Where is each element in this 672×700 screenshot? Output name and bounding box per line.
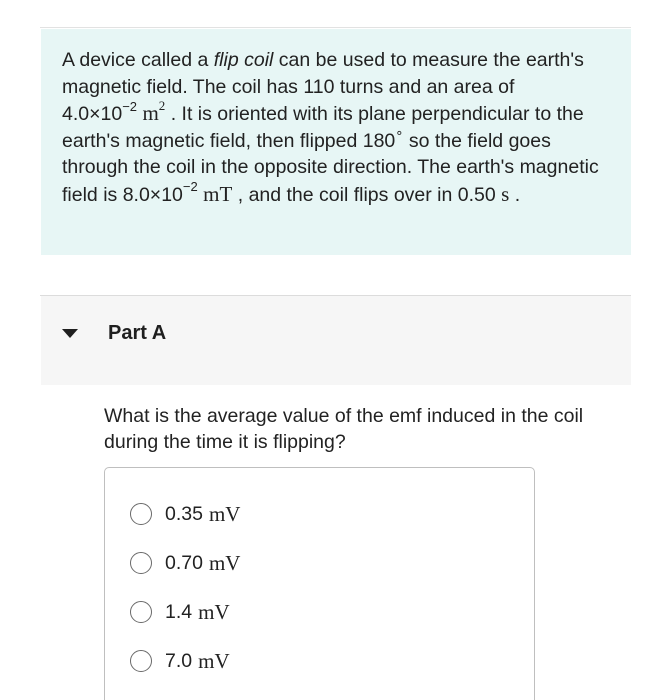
problem-text-part: A device called a bbox=[62, 49, 214, 71]
problem-text-part: can be used to measure the earth's magnetic field. The coil has 110 turns and an area of bbox=[62, 49, 584, 98]
area-unit bbox=[142, 98, 166, 125]
time-unit: s bbox=[501, 181, 510, 206]
answer-choices bbox=[104, 467, 535, 700]
problem-text-part: so the field goes through the coil in the opposite direction. The earth's magnetic field is bbox=[62, 129, 599, 206]
collapse-caret-icon[interactable] bbox=[62, 329, 78, 338]
part-a-header[interactable] bbox=[41, 296, 631, 385]
radio-button[interactable] bbox=[130, 503, 152, 525]
choice-unit: mV bbox=[208, 550, 241, 575]
choice-unit: mV bbox=[198, 648, 230, 673]
choice-value: 1.4 bbox=[165, 600, 193, 623]
flip-coil-term: flip coil bbox=[213, 49, 274, 71]
area-unit-symbol: m bbox=[142, 101, 159, 125]
top-divider bbox=[40, 27, 631, 28]
problem-text-part: , and the coil flips over in bbox=[232, 183, 458, 206]
problem-statement bbox=[41, 29, 631, 255]
area-unit-exponent: 2 bbox=[158, 98, 166, 113]
part-title: Part A bbox=[108, 322, 167, 344]
problem-text-part: . It is oriented with its plane perpendicular to the earth's magnetic field, then flipped 180 bbox=[62, 103, 584, 152]
degree-symbol: ∘ bbox=[395, 125, 404, 140]
radio-button[interactable] bbox=[130, 601, 152, 623]
question-text: What is the average value of the emf induced in the coil during the time it is flipping? bbox=[104, 405, 584, 453]
choice-unit: mV bbox=[208, 501, 241, 526]
problem-text bbox=[62, 47, 617, 208]
choice-option[interactable] bbox=[130, 597, 230, 627]
field-unit: mT bbox=[203, 181, 233, 206]
area-exponent: −2 bbox=[122, 98, 138, 114]
field-exponent: −2 bbox=[182, 179, 198, 194]
choice-value: 7.0 bbox=[165, 649, 193, 672]
problem-text-part: . bbox=[509, 183, 521, 206]
radio-button[interactable] bbox=[130, 650, 152, 672]
choice-option[interactable] bbox=[130, 499, 240, 529]
time-value: 0.50 bbox=[457, 183, 496, 206]
radio-button[interactable] bbox=[130, 552, 152, 574]
field-value: 8.0×10 bbox=[122, 183, 183, 206]
choice-value: 0.70 bbox=[165, 551, 203, 574]
choice-value: 0.35 bbox=[165, 502, 203, 525]
choice-option[interactable] bbox=[130, 548, 240, 578]
choice-option[interactable] bbox=[130, 646, 230, 676]
choice-unit: mV bbox=[198, 599, 230, 624]
area-value: 4.0×10 bbox=[62, 103, 123, 125]
